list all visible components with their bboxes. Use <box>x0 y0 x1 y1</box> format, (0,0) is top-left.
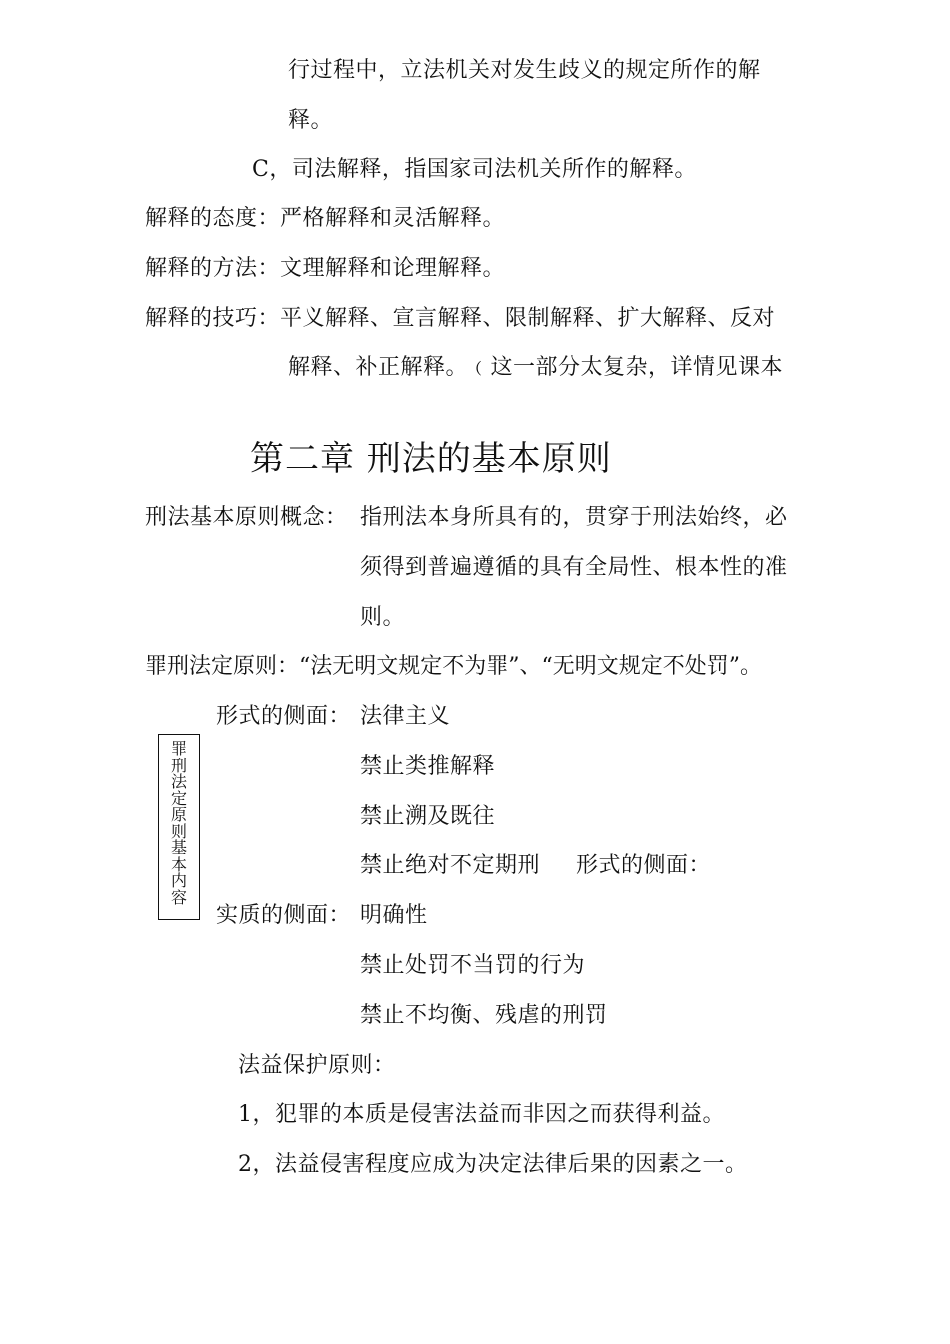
concept-label: 刑法基本原则概念： <box>145 505 348 530</box>
text-line: C，司法解释，指国家司法机关所作的解释。 <box>252 157 697 182</box>
substantive-item: 明确性 <box>360 903 428 928</box>
chapter-title: 第二章 刑法的基本原则 <box>250 439 612 479</box>
concept-text: 则。 <box>360 605 406 630</box>
text-line: 解释的态度：严格解释和灵活解释。 <box>145 206 506 231</box>
legality-box-label: 罪刑法定原则基本内容 <box>170 739 187 907</box>
text-line: 行过程中，立法机关对发生歧义的规定所作的解 <box>288 58 761 83</box>
legality-definition: 罪刑法定原则：“法无明文规定不为罪”、“无明文规定不处罚”。 <box>145 654 762 679</box>
text-line: 解释的技巧：平义解释、宣言解释、限制解释、扩大解释、反对 <box>145 306 776 331</box>
concept-text: 指刑法本身所具有的，贯穿于刑法始终，必 <box>360 505 788 530</box>
formal-item: 禁止绝对不定期刑 <box>360 853 541 878</box>
text-line: 解释、补正解释。﹙这一部分太复杂，详情见课本 <box>288 355 784 380</box>
formal-aspect-trailing-label: 形式的侧面： <box>576 853 712 878</box>
formal-item: 禁止类推解释 <box>360 754 496 779</box>
formal-item: 法律主义 <box>360 704 451 729</box>
legality-content-box <box>158 734 200 920</box>
text-line: 解释的方法：文理解释和论理解释。 <box>145 256 506 281</box>
substantive-aspect-label: 实质的侧面： <box>216 903 352 928</box>
text-line: 释。 <box>288 108 334 133</box>
formal-aspect-label: 形式的侧面： <box>216 704 352 729</box>
legal-interest-title: 法益保护原则： <box>238 1053 396 1078</box>
concept-text: 须得到普遍遵循的具有全局性、根本性的准 <box>360 555 788 580</box>
substantive-item: 禁止处罚不当罚的行为 <box>360 953 586 978</box>
formal-item: 禁止溯及既往 <box>360 804 496 829</box>
substantive-item: 禁止不均衡、残虐的刑罚 <box>360 1003 608 1028</box>
legal-interest-item: 1，犯罪的本质是侵害法益而非因之而获得利益。 <box>238 1102 725 1127</box>
legal-interest-item: 2，法益侵害程度应成为决定法律后果的因素之一。 <box>238 1152 748 1177</box>
